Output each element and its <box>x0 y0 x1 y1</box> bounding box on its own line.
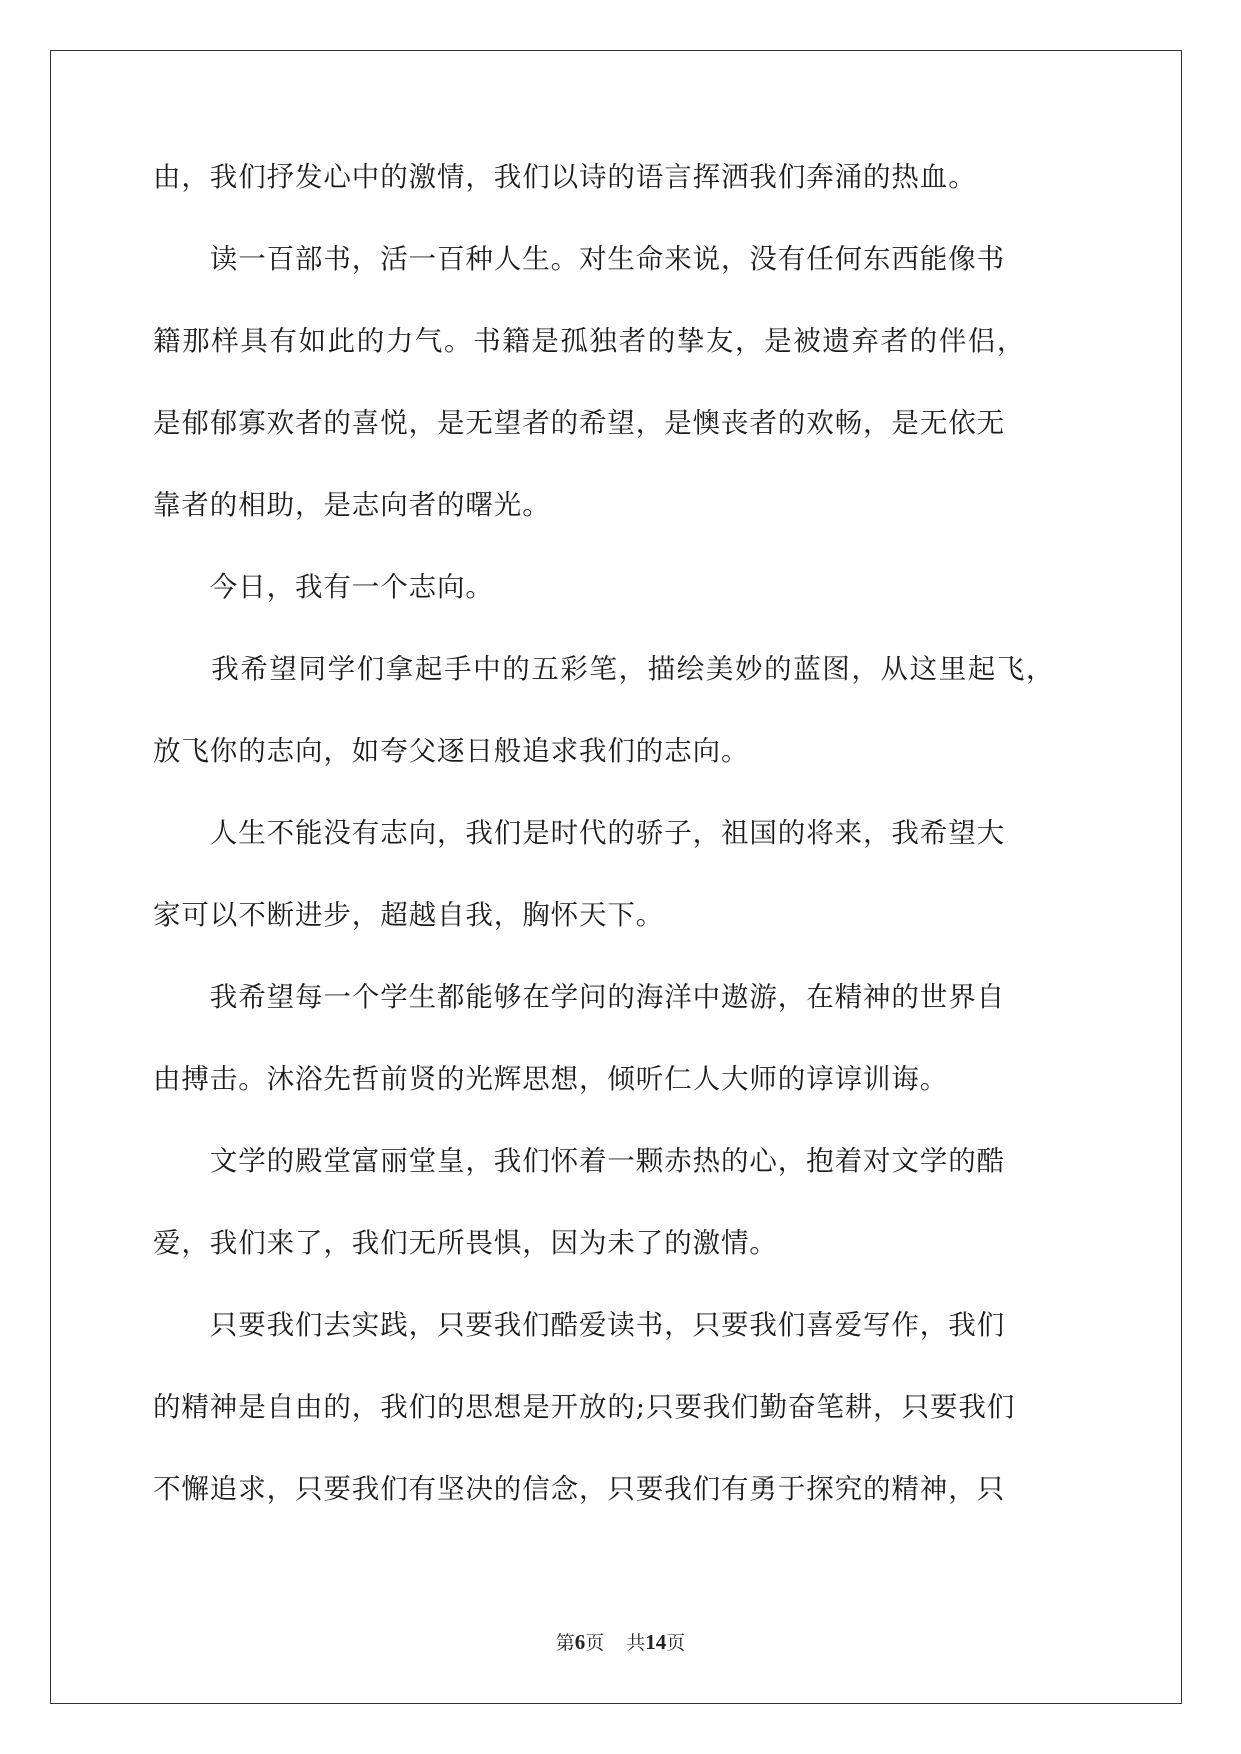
text-line: 的精神是自由的，我们的思想是开放的;只要我们勤奋笔耕，只要我们 <box>153 1391 1016 1423</box>
text-line: 我希望同学们拿起手中的五彩笔，描绘美妙的蓝图，从这里起飞， <box>153 653 1056 685</box>
total-suffix: 页 <box>666 1632 686 1654</box>
text-line: 由，我们抒发心中的激情，我们以诗的语言挥洒我们奔涌的热血。 <box>153 161 977 193</box>
text-line: 只要我们去实践，只要我们酷爱读书，只要我们喜爱写作，我们 <box>153 1309 1005 1341</box>
text-line: 籍那样具有如此的力气。书籍是孤独者的挚友，是被遗弃者的伴侣， <box>153 325 1026 357</box>
text-line: 我希望每一个学生都能够在学问的海洋中遨游，在精神的世界自 <box>153 981 1005 1013</box>
document-body <box>153 162 1088 1556</box>
text-line: 不懈追求，只要我们有坚决的信念，只要我们有勇于探究的精神，只 <box>153 1473 1005 1505</box>
text-line: 爱，我们来了，我们无所畏惧，因为未了的激情。 <box>153 1227 778 1259</box>
page-prefix: 第 <box>555 1632 575 1654</box>
total-prefix: 共 <box>626 1632 646 1654</box>
text-line: 文学的殿堂富丽堂皇，我们怀着一颗赤热的心，抱着对文学的酷 <box>153 1145 1005 1177</box>
text-line: 今日，我有一个志向。 <box>153 571 494 603</box>
text-line: 家可以不断进步，超越自我，胸怀天下。 <box>153 899 665 931</box>
text-line: 靠者的相助，是志向者的曙光。 <box>153 489 551 521</box>
total-pages: 14 <box>645 1630 667 1654</box>
text-line: 由搏击。沐浴先哲前贤的光辉思想，倾听仁人大师的谆谆训诲。 <box>153 1063 949 1095</box>
page-number: 6 <box>574 1630 586 1654</box>
page-suffix: 页 <box>585 1632 605 1654</box>
text-line: 读一百部书，活一百种人生。对生命来说，没有任何东西能像书 <box>153 243 1005 275</box>
page-footer <box>0 1630 1241 1655</box>
text-line: 人生不能没有志向，我们是时代的骄子，祖国的将来，我希望大 <box>153 817 1005 849</box>
text-line: 放飞你的志向，如夸父逐日般追求我们的志向。 <box>153 735 750 767</box>
text-line: 是郁郁寡欢者的喜悦，是无望者的希望，是懊丧者的欢畅，是无依无 <box>153 407 1005 439</box>
